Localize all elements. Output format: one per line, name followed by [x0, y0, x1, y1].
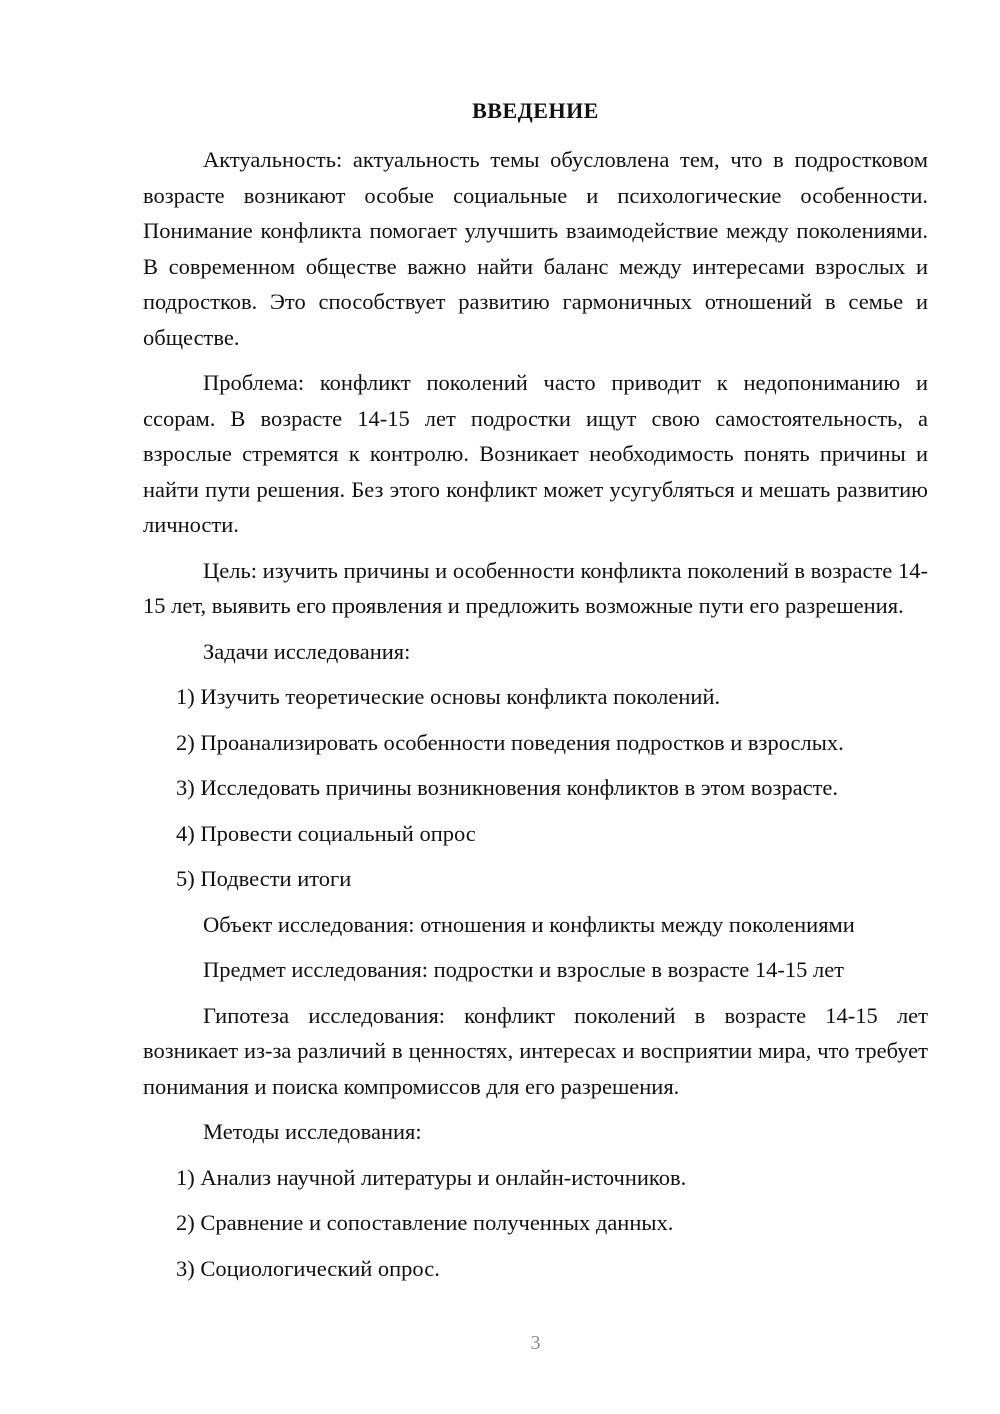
- subject-paragraph: Предмет исследования: подростки и взрослые в возрасте 14-15 лет: [203, 957, 845, 982]
- page-title: ВВЕДЕНИЕ: [472, 98, 599, 123]
- tasks-heading: Задачи исследования:: [203, 638, 411, 664]
- relevance-paragraph: Актуальность: актуальность темы обусловлена тем, что в подростковом возрасте возникают особые социальные и психологические особенности. Понимание конфликта помогает улучшить взаимодействие между поколениями. В современном обществе важно найти баланс между интересами взрослых и подростков. Это способствует развитию гармоничных отношений в семье и обществе.: [143, 147, 928, 350]
- task-item: 3) Исследовать причины возникновения конфликтов в этом возрасте.: [176, 775, 839, 800]
- page-number: 3: [530, 1332, 541, 1354]
- hypothesis-paragraph: Гипотеза исследования: конфликт поколений в возрасте 14-15 лет возникает из-за различий в ценностях, интересах и восприятии мира, что требует понимания и поиска компромиссов для его разрешения.: [143, 1002, 928, 1099]
- task-item: 4) Провести социальный опрос: [176, 820, 476, 846]
- method-item: 2) Сравнение и сопоставление полученных данных.: [176, 1210, 674, 1235]
- task-item: 2) Проанализировать особенности поведения подростков и взрослых.: [176, 729, 844, 755]
- goal-paragraph: Цель: изучить причины и особенности конфликта поколений в возрасте 14-15 лет, выявить его проявления и предложить возможные пути его разрешения.: [143, 557, 928, 618]
- object-paragraph: Объект исследования: отношения и конфликты между поколениями: [203, 911, 855, 937]
- task-item: 1) Изучить теоретические основы конфликта поколений.: [176, 684, 721, 709]
- method-item: 1) Анализ научной литературы и онлайн-источников.: [176, 1164, 687, 1190]
- document-body: [143, 142, 928, 1286]
- task-item: 5) Подвести итоги: [176, 866, 352, 891]
- problem-paragraph: Проблема: конфликт поколений часто приводит к недопониманию и ссорам. В возрасте 14-15 лет подростки ищут свою самостоятельность, а взрослые стремятся к контролю. Возникает необходимость понять причины и найти пути решения. Без этого конфликт может усугубляться и мешать развитию личности.: [143, 370, 928, 537]
- methods-heading: Методы исследования:: [203, 1119, 422, 1144]
- method-item: 3) Социологический опрос.: [176, 1255, 440, 1281]
